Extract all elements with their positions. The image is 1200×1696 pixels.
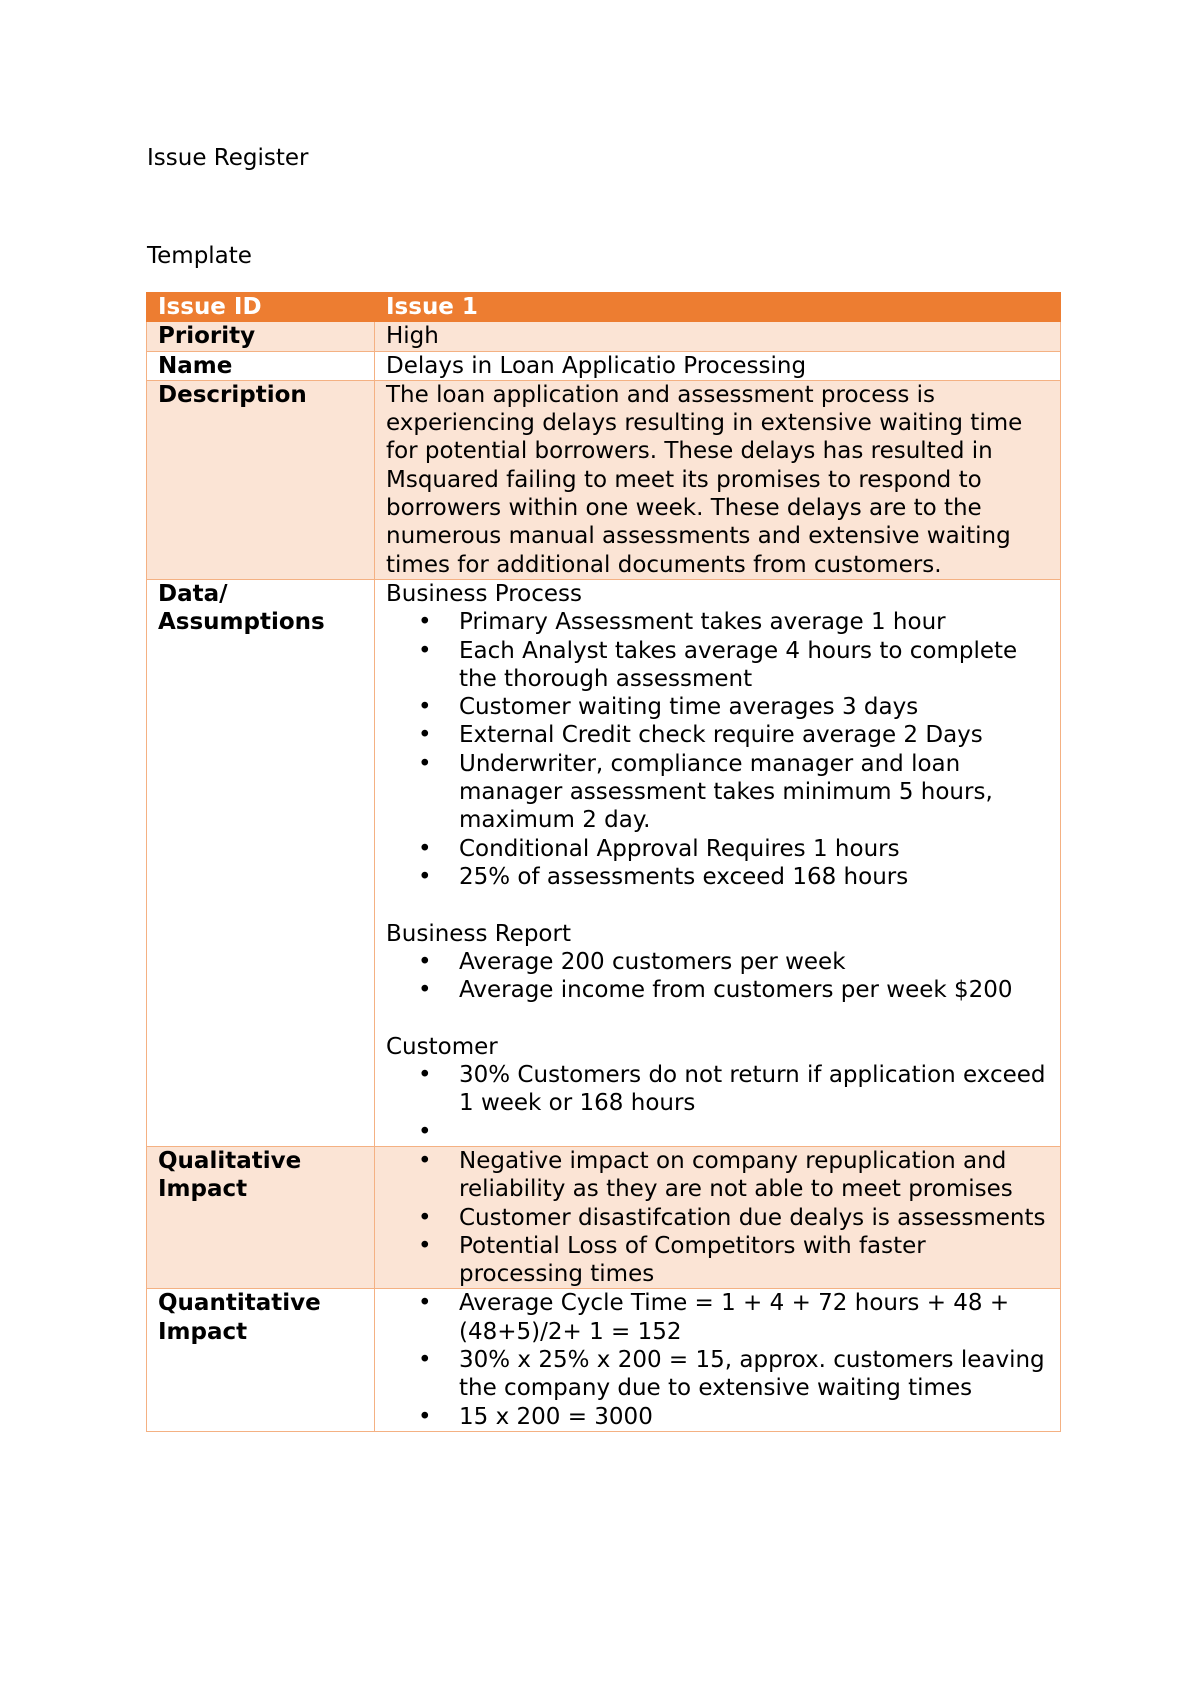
business-report-list xyxy=(386,948,1050,1005)
qualitative-list xyxy=(386,1147,1050,1288)
quantitative-impact-value xyxy=(375,1289,1061,1431)
qualitative-label-line-1: Qualitative xyxy=(158,1147,302,1174)
name-row xyxy=(147,351,1061,380)
qualitative-impact-row xyxy=(147,1146,1061,1288)
priority-label: Priority xyxy=(147,322,375,351)
data-assumptions-label xyxy=(147,579,375,1146)
qualitative-impact-value xyxy=(375,1146,1061,1288)
spacer xyxy=(386,1004,1050,1032)
data-assumptions-value xyxy=(375,579,1061,1146)
document-title: Issue Register xyxy=(147,145,309,171)
quantitative-impact-label xyxy=(147,1289,375,1431)
list-item: • Average 200 customers per week xyxy=(386,948,1050,976)
qualitative-impact-label xyxy=(147,1146,375,1288)
list-item: • Each Analyst takes average 4 hours to complete the thorough assessment xyxy=(386,637,1050,694)
priority-value: High xyxy=(375,322,1061,351)
list-item: • Average Cycle Time = 1 + 4 + 72 hours + 48 + (48+5)/2+ 1 = 152 xyxy=(386,1289,1050,1346)
spacer xyxy=(386,891,1050,919)
priority-row xyxy=(147,322,1061,351)
issue-id-label: Issue ID xyxy=(147,293,375,322)
section-heading-customer: Customer xyxy=(386,1033,498,1060)
list-item: • Underwriter, compliance manager and loan manager assessment takes minimum 5 hours, maximum 2 day. xyxy=(386,750,1050,835)
name-value: Delays in Loan Applicatio Processing xyxy=(375,351,1061,380)
data-assumptions-row xyxy=(147,579,1061,1146)
list-item: • Customer waiting time averages 3 days xyxy=(386,693,1050,721)
quantitative-label-line-1: Quantitative xyxy=(158,1290,321,1317)
list-item: • 15 x 200 = 3000 xyxy=(386,1403,1050,1431)
list-item xyxy=(386,1118,1050,1146)
list-item: • 30% x 25% x 200 = 15, approx. customers leaving the company due to extensive waiting times xyxy=(386,1346,1050,1403)
description-value: The loan application and assessment process is experiencing delays resulting in extensive waiting time for potential borrowers. These delays has resulted in Msquared failing to meet its promises to respond to borrowers within one week. These delays are to the numerous manual assessments and extensive waiting times for additional documents from customers. xyxy=(375,380,1061,579)
list-item: • Conditional Approval Requires 1 hours xyxy=(386,835,1050,863)
description-label: Description xyxy=(147,380,375,579)
quantitative-impact-row xyxy=(147,1289,1061,1431)
document-subtitle: Template xyxy=(147,243,252,269)
list-item: • Average income from customers per week $200 xyxy=(386,976,1050,1004)
business-process-list xyxy=(386,608,1050,891)
issue-id-value: Issue 1 xyxy=(375,293,1061,322)
data-label-line-2: Assumptions xyxy=(158,609,325,636)
section-heading-business-process: Business Process xyxy=(386,580,582,607)
list-item: • 25% of assessments exceed 168 hours xyxy=(386,863,1050,891)
header-row xyxy=(147,293,1061,322)
list-item: • Negative impact on company repuplication and reliability as they are not able to meet promises xyxy=(386,1147,1050,1204)
quantitative-list xyxy=(386,1289,1050,1430)
quantitative-label-line-2: Impact xyxy=(158,1318,248,1345)
section-heading-business-report: Business Report xyxy=(386,920,571,947)
customer-list xyxy=(386,1061,1050,1146)
description-row xyxy=(147,380,1061,579)
issue-register-table xyxy=(146,292,1061,1432)
name-label: Name xyxy=(147,351,375,380)
qualitative-label-line-2: Impact xyxy=(158,1176,248,1203)
data-label-line-1: Data/ xyxy=(158,580,228,607)
list-item: • Customer disastifcation due dealys is assessments xyxy=(386,1204,1050,1232)
list-item: • External Credit check require average 2 Days xyxy=(386,721,1050,749)
list-item: • Potential Loss of Competitors with faster processing times xyxy=(386,1232,1050,1289)
list-item: • 30% Customers do not return if application exceed 1 week or 168 hours xyxy=(386,1061,1050,1118)
list-item: • Primary Assessment takes average 1 hour xyxy=(386,608,1050,636)
